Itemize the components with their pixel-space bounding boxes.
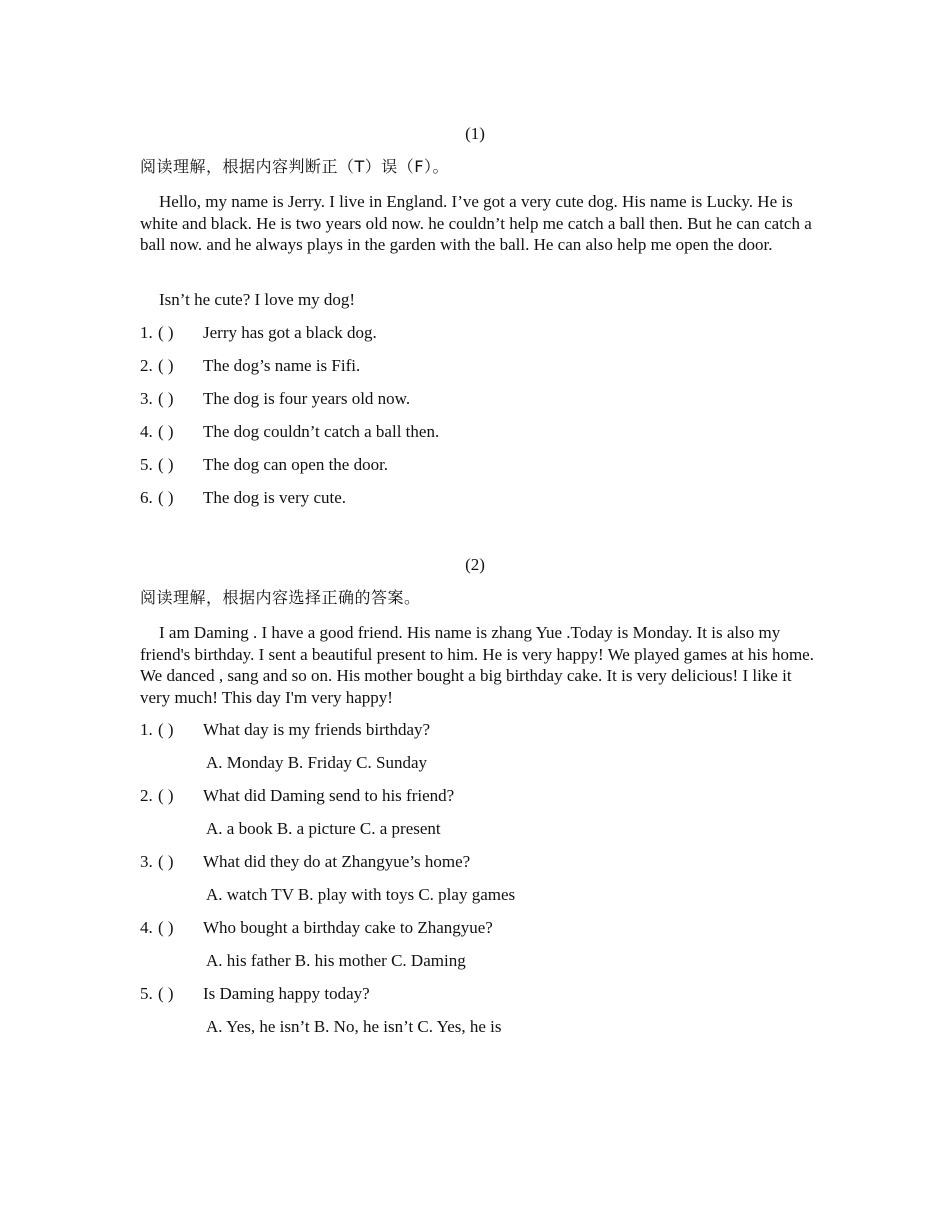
question-text: What day is my friends birthday? [203, 720, 431, 739]
section2-options-2: A. a book B. a picture C. a present [206, 819, 441, 838]
section2-passage: I am Daming . I have a good friend. His name is zhang Yue .Today is Monday. It is also my friend's birthday. I sent a beautiful present to him. He is very happy! We played games at his home. We danced , sang and so on. His mother bought a big birthday cake. It is very delicious! I like it very much! This day I'm very happy! [140, 623, 814, 707]
section2-options-1: A. Monday B. Friday C. Sunday [206, 753, 427, 772]
section2-options-5: A. Yes, he isn’t B. No, he isn’t C. Yes, he is [206, 1017, 502, 1036]
question-text: The dog’s name is Fifi. [203, 356, 361, 375]
answer-blank: ( ) [158, 323, 174, 342]
section2-heading: (2) [465, 555, 485, 574]
section1-passage: Hello, my name is Jerry. I live in England. I’ve got a very cute dog. His name is Lucky. He is white and black. He is two years old now. he couldn’t help me catch a ball then. But he can catch a ball now. and he always plays in the garden with the ball. He can also help me open the door. [140, 192, 812, 254]
section1-question-1 [140, 323, 820, 343]
section2-instruction: 阅读理解，根据内容选择正确的答案。 [140, 588, 421, 607]
answer-blank: ( ) [158, 356, 174, 375]
question-text: Who bought a birthday cake to Zhangyue? [203, 918, 493, 937]
question-text: What did they do at Zhangyue’s home? [203, 852, 471, 871]
question-text: The dog is very cute. [203, 488, 347, 507]
section1-passage-end: Isn’t he cute? I love my dog! [159, 290, 356, 309]
question-number: 4. [140, 422, 153, 441]
section2-question-2 [140, 786, 820, 806]
question-text: The dog can open the door. [203, 455, 389, 474]
answer-blank: ( ) [158, 422, 174, 441]
question-number: 3. [140, 389, 153, 408]
section1-question-6 [140, 488, 820, 508]
question-number: 5. [140, 455, 153, 474]
question-number: 6. [140, 488, 153, 507]
answer-blank: ( ) [158, 455, 174, 474]
question-number: 5. [140, 984, 153, 1003]
question-number: 4. [140, 918, 153, 937]
section2-question-1 [140, 720, 820, 740]
answer-blank: ( ) [158, 786, 174, 805]
question-number: 3. [140, 852, 153, 871]
question-number: 2. [140, 356, 153, 375]
section1-question-4 [140, 422, 820, 442]
question-text: The dog is four years old now. [203, 389, 411, 408]
section1-question-5 [140, 455, 820, 475]
section2-question-3 [140, 852, 820, 872]
section1-question-2 [140, 356, 820, 376]
answer-blank: ( ) [158, 918, 174, 937]
section2-question-5 [140, 984, 820, 1004]
question-text: What did Daming send to his friend? [203, 786, 455, 805]
question-text: Jerry has got a black dog. [203, 323, 377, 342]
worksheet-page [140, 0, 820, 1230]
section1-heading: (1) [465, 124, 485, 143]
section1-instruction: 阅读理解，根据内容判断正（T）误（F）。 [140, 157, 449, 176]
answer-blank: ( ) [158, 488, 174, 507]
question-text: The dog couldn’t catch a ball then. [203, 422, 440, 441]
section1-question-3 [140, 389, 820, 409]
answer-blank: ( ) [158, 720, 174, 739]
section2-options-4: A. his father B. his mother C. Daming [206, 951, 466, 970]
answer-blank: ( ) [158, 852, 174, 871]
question-number: 1. [140, 720, 153, 739]
question-number: 2. [140, 786, 153, 805]
question-number: 1. [140, 323, 153, 342]
answer-blank: ( ) [158, 984, 174, 1003]
question-text: Is Daming happy today? [203, 984, 370, 1003]
section2-question-4 [140, 918, 820, 938]
section2-options-3: A. watch TV B. play with toys C. play games [206, 885, 516, 904]
answer-blank: ( ) [158, 389, 174, 408]
